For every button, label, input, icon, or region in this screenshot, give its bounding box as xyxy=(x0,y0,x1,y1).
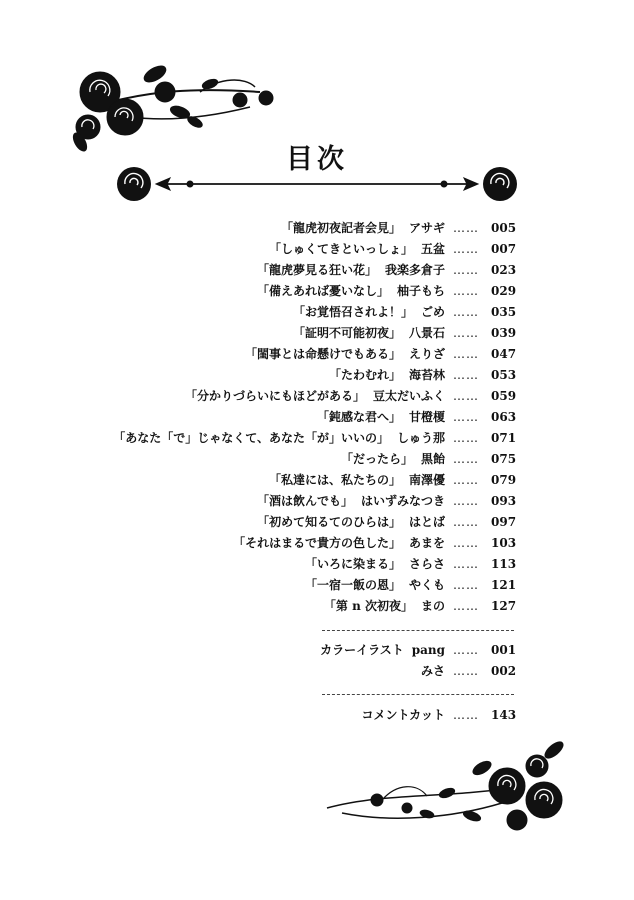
toc-entry: 「第 n 次初夜」 まの …… 127 xyxy=(323,598,517,613)
toc-entry: 「龍虎夢見る狂い花」 我楽多倉子 …… 023 xyxy=(256,262,517,277)
toc-entry: 「しゅくてきといっしょ」 五盆 …… 007 xyxy=(268,241,517,256)
dashed-separator xyxy=(322,630,514,631)
toc-entry: 「分かりづらいにもほどがある」 豆太だいふく …… 059 xyxy=(184,388,517,403)
toc-entry: 「いろに染まる」 さらさ …… 113 xyxy=(304,556,517,571)
toc-entry: 「閨事とは命懸けでもある」 えりざ …… 047 xyxy=(244,346,517,361)
toc-entry: 「たわむれ」 海苔林 …… 053 xyxy=(328,367,517,382)
toc-entry: 「酒は飲んでも」 はいずみなつき …… 093 xyxy=(256,493,517,508)
toc-entry: 「龍虎初夜記者会見」 アサギ …… 005 xyxy=(280,220,517,235)
title-divider xyxy=(112,164,522,204)
toc-entry: 「一宿一飯の恩」 やくも …… 121 xyxy=(304,577,517,592)
rose-vine-ornament-bottom xyxy=(322,738,572,838)
color-illust-entry: カラーイラスト pang …… 001 xyxy=(320,642,517,657)
toc-entry: 「あなた「で」じゃなくて、あなた「が」いいの」 しゅう那 …… 071 xyxy=(113,430,517,445)
rose-icon-right xyxy=(483,167,517,201)
toc-entry: 「鈍感な君へ」 甘橙榎 …… 063 xyxy=(316,409,517,424)
comment-cut-entry: コメントカット …… 143 xyxy=(361,707,517,722)
page-title: 目次 xyxy=(286,144,348,175)
toc-entry: 「だったら」 黒飴 …… 075 xyxy=(340,451,517,466)
toc-entry: 「私達には、私たちの」 南澤優 …… 079 xyxy=(268,472,517,487)
dashed-separator xyxy=(322,694,514,695)
toc-entry: 「お覚悟召されよ！」 ごめ …… 035 xyxy=(292,304,517,319)
toc-entry: 「備えあれば憂いなし」 柚子もち …… 029 xyxy=(256,283,517,298)
toc-entry: 「それはまるで貴方の色した」 あまを …… 103 xyxy=(233,535,517,550)
toc-entry: 「初めて知るてのひらは」 はとば …… 097 xyxy=(257,514,517,529)
color-illust-entry: みさ …… 002 xyxy=(420,663,517,678)
toc-entry: 「証明不可能初夜」 八景石 …… 039 xyxy=(292,325,517,340)
rose-icon-left xyxy=(117,167,151,201)
